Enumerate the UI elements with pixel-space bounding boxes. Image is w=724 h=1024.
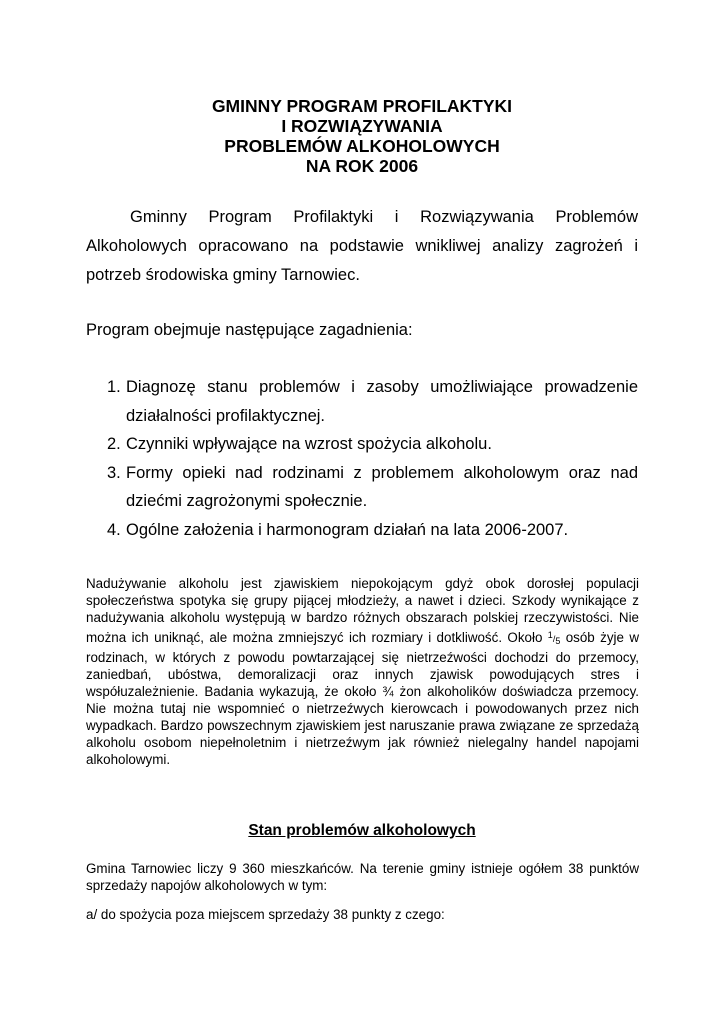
list-item-number: 3. — [107, 463, 121, 482]
list-item-number: 2. — [107, 435, 121, 453]
list-item — [86, 516, 638, 545]
abuse-text-end: osób żyje w rodzinach, w których z powodu powtarzającej się nietrzeźwości dochodzi do przemocy, zaniedbań, ubóstwa, demoralizacji oraz innych zjawisk powodujących stres i współuzależnienie. Badania wykazują, że około ¾ żon alkoholików doświadcza przemocy. Nie można tutaj nie wspomnieć o nietrzeźwych kierowcach i powodowanych przez nich wypadkach. Bardzo powszechnym zjawiskiem jest naruszanie prawa związane ze sprzedażą alkoholu osobom niepełnoletnim i nietrzeźwym jak również nielegalny handel napojami alkoholowymi. — [86, 629, 640, 767]
list-item-text: Czynniki wpływające na wzrost spożycia alkoholu. — [126, 435, 492, 453]
intro-paragraph: Gminny Program Profilaktyki i Rozwiązywania Problemów Alkoholowych opracowano na podstawie wnikliwej analizy zagrożeń i potrzeb środowiska gminy Tarnowiec. — [86, 208, 638, 284]
list-item-text: Ogólne założenia i harmonogram działań na lata 2006-2007. — [126, 520, 569, 539]
sales-line: a/ do spożycia poza miejscem sprzedaży 38 punkty z czego: — [86, 907, 445, 922]
fraction-one-fifth — [547, 629, 561, 646]
abuse-text-start: Nadużywanie alkoholu jest zjawiskiem niepokojącym gdyż obok dorosłej populacji społeczeństwa spotyka się grupy pijącej młodzieży, a nawet i dzieci. Szkody wynikające z nadużywania alkoholu występują w bardzo różnych obszarach polskiej rzeczywistości. Nie można ich uniknąć, ale można zmniejszyć ich rozmiary i dotkliwość. Około — [86, 576, 639, 645]
fraction-separator: / — [552, 633, 556, 644]
list-item-number: 1. — [107, 378, 121, 396]
list-item — [86, 430, 638, 459]
document-title — [84, 96, 640, 176]
list-item — [86, 459, 638, 516]
title-line-1: GMINNY PROGRAM PROFILAKTYKI — [211, 96, 513, 116]
list-item — [86, 373, 638, 430]
program-intro: Program obejmuje następujące zagadnienia: — [86, 321, 413, 339]
title-line-4: NA ROK 2006 — [305, 156, 419, 176]
abuse-paragraph — [86, 576, 639, 768]
section-heading: Stan problemów alkoholowych — [248, 822, 476, 839]
topics-list — [86, 373, 638, 544]
title-line-2: I ROZWIĄZYWANIA — [281, 116, 443, 136]
list-item-text: Diagnozę stanu problemów i zasoby umożliwiające prowadzenie działalności profilaktycznej. — [126, 378, 638, 425]
fraction-numerator: 1 — [547, 629, 553, 640]
fraction-denominator: 5 — [555, 635, 561, 646]
title-line-3: PROBLEMÓW ALKOHOLOWYCH — [224, 136, 500, 156]
stats-paragraph: Gmina Tarnowiec liczy 9 360 mieszkańców. Na terenie gminy istnieje ogółem 38 punktów sprzedaży napojów alkoholowych w tym: — [86, 861, 639, 893]
list-item-number: 4. — [107, 520, 121, 539]
list-item-text: Formy opieki nad rodzinami z problemem alkoholowym oraz nad dziećmi zagrożonymi społecznie. — [126, 463, 638, 510]
